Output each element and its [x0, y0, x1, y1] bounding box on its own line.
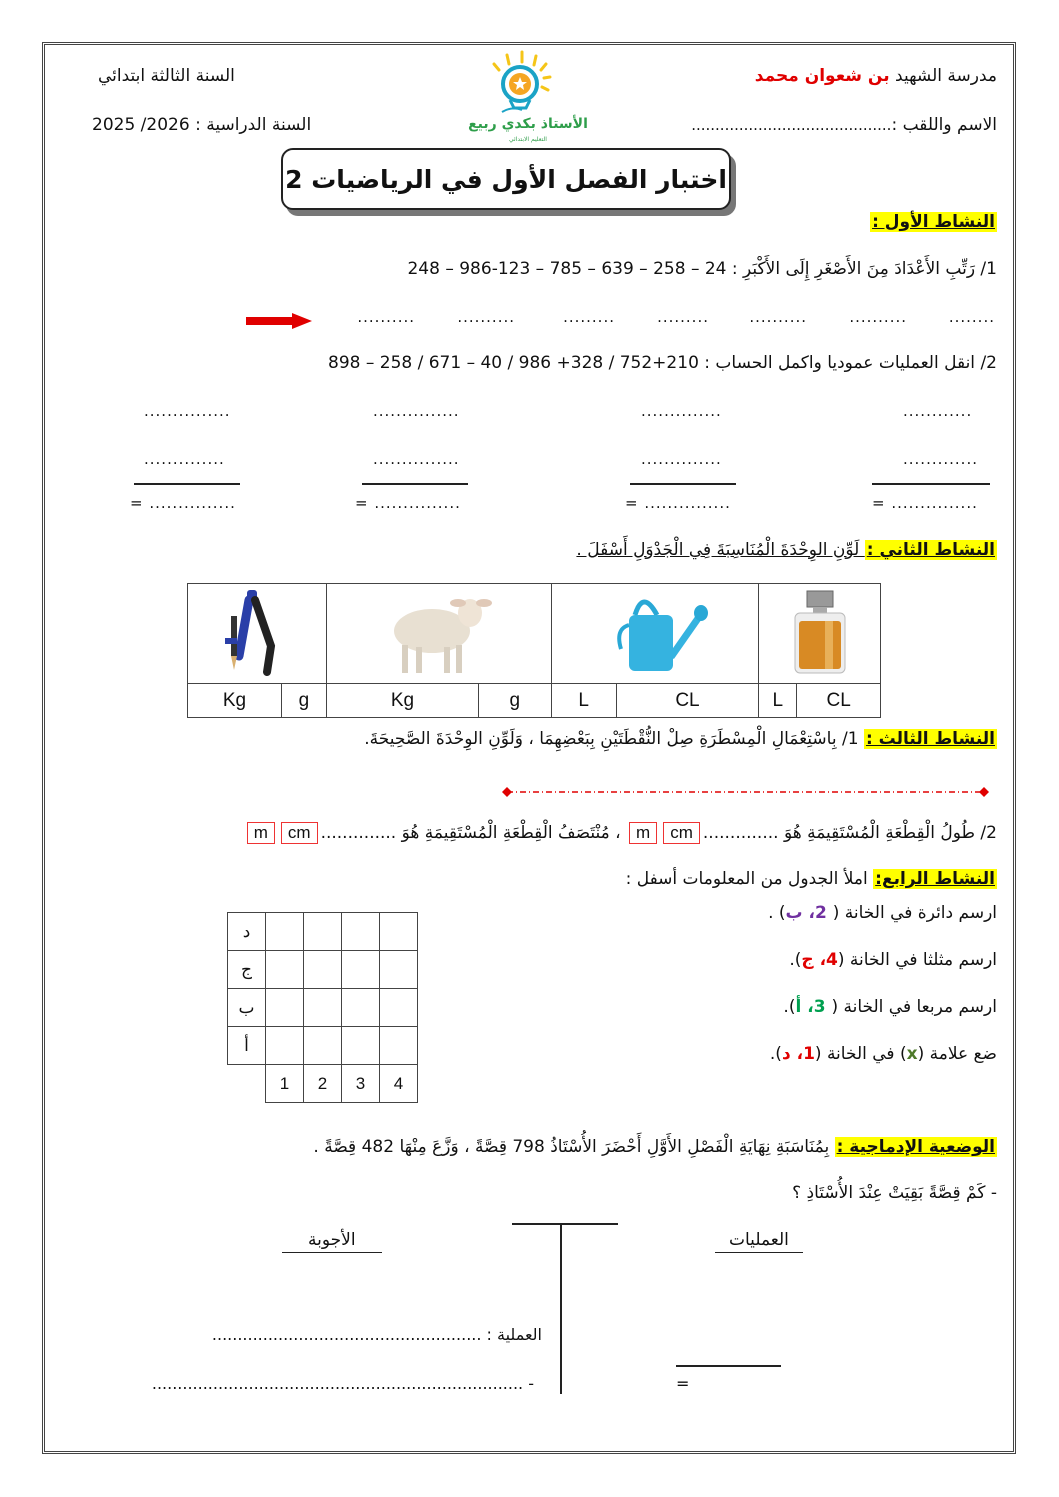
student-name-field[interactable]: الاسم واللقب :..........................................	[691, 115, 997, 135]
equals-sign: =	[676, 1374, 690, 1393]
instruction-circle: ارسم دائرة في الخانة ( 2، ب) .	[768, 903, 997, 923]
sheep-icon	[374, 585, 504, 677]
sheep-cell	[326, 584, 551, 684]
school-name-highlight: بن شعوان محمد	[754, 66, 890, 86]
op1-divider	[134, 483, 240, 485]
grid-cell[interactable]	[304, 913, 342, 951]
instruction-mark: ضع علامة (x) في الخانة (1، د).	[769, 1044, 997, 1064]
grade-label: السنة الثالثة ابتدائي	[98, 66, 235, 86]
operations-header: العمليات	[715, 1230, 803, 1253]
unit-option[interactable]: L	[759, 684, 797, 718]
op1-line2[interactable]: ..............	[144, 450, 225, 468]
unit-m-box[interactable]: m	[629, 822, 657, 844]
activity4-heading: النشاط الرابع: املأ الجدول من المعلومات أسفل :	[625, 869, 995, 889]
compass-cell	[188, 584, 327, 684]
op2-result[interactable]: = ...............	[355, 494, 461, 512]
grid-cell[interactable]	[342, 951, 380, 989]
op4-line2[interactable]: .............	[903, 450, 978, 468]
grid-cell[interactable]	[342, 989, 380, 1027]
grid-cell[interactable]	[266, 989, 304, 1027]
coordinate-grid	[227, 912, 418, 1103]
row-label: ج	[228, 951, 266, 989]
op3-line1[interactable]: ..............	[641, 402, 722, 420]
perfume-bottle-icon	[785, 585, 855, 677]
row-label: ب	[228, 989, 266, 1027]
col-label: 2	[304, 1065, 342, 1103]
grid-cell[interactable]	[380, 989, 418, 1027]
grid-cell[interactable]	[342, 913, 380, 951]
unit-option[interactable]: g	[282, 684, 327, 718]
order-blank-2[interactable]: ..........	[849, 308, 907, 326]
integration-question: - كَمْ قِصَّةً بَقِيَتْ عِنْدَ الأُسْتَاذِ ؟	[792, 1183, 997, 1203]
unit-option[interactable]: Kg	[188, 684, 282, 718]
activity3-heading: النشاط الثالث : 1/ بِاسْتِعْمَالِ الْمِسْطَرَةِ صِلْ النُّقْطَتَيْنِ بِبَعْضِهِمَا ، وَلَوِّنِ الوِحْدَةَ الصَّحِيحَةَ.	[364, 729, 995, 749]
op1-line1[interactable]: ...............	[144, 402, 231, 420]
dotted-segment[interactable]	[502, 787, 989, 797]
grid-cell[interactable]	[304, 951, 342, 989]
activity2-heading: النشاط الثاني : لَوِّنِ الوِحْدَةَ الْمُنَاسِبَةَ فِي الْجَدْوَلِ أَسْفَلَ .	[576, 540, 995, 560]
exam-title: اختبار الفصل الأول في الرياضيات 2	[281, 148, 731, 210]
grid-cell[interactable]	[304, 989, 342, 1027]
grid-cell[interactable]	[380, 1027, 418, 1065]
op4-divider	[872, 483, 990, 485]
op4-line1[interactable]: ............	[903, 402, 973, 420]
integration-problem: الوضعية الإدماجية : بِمُنَاسَبَةِ نِهَايَةِ الْفَصْلِ الأَوَّلِ أَحْضَرَ الأُسْتَاذُ 798 قِصَّةً ، وَزَّعَ مِنْهَا 482 قِصَّةً .	[313, 1137, 995, 1157]
numbers-to-order: 248 – 986-123 – 785 – 639 – 258 – 24	[407, 259, 727, 279]
teacher-logo	[462, 50, 594, 145]
watering-can-cell	[551, 584, 759, 684]
grid-cell[interactable]	[380, 951, 418, 989]
col-label: 1	[266, 1065, 304, 1103]
compass-icon	[217, 586, 297, 676]
perfume-cell	[759, 584, 881, 684]
unit-m-box[interactable]: m	[247, 822, 275, 844]
col-label: 3	[342, 1065, 380, 1103]
divider-top	[512, 1223, 618, 1225]
school-year: السنة الدراسية : 2025 /2026	[92, 115, 312, 135]
order-blank-5[interactable]: .........	[563, 308, 615, 326]
activity1-question2: 2/ انقل العمليات عموديا واكمل الحساب : 898 – 258 / 671 – 40 / 986 +328 / 752+210	[328, 353, 997, 373]
op4-result[interactable]: = ...............	[872, 494, 978, 512]
order-blank-1[interactable]: ........	[948, 308, 995, 326]
final-answer-line[interactable]: - .........................................................................	[151, 1374, 534, 1393]
activity1-question1: 1/ رَتِّبِ الأَعْدَادَ مِنَ الأَصْغَرِ إِلَى الأَكْبَرِ : 248 – 986-123 – 785 – 639 – 258 – 24	[407, 259, 997, 279]
activity3-question2: 2/ طُولُ الْقِطْعَةِ الْمُسْتَقِيمَةِ هُوَ ..............cmm ، مُنْتَصَفُ الْقِطْعَةِ الْمُسْتَقِيمَةِ هُوَ ..............cmm	[244, 822, 997, 844]
op2-divider	[362, 483, 468, 485]
watering-can-icon	[595, 585, 715, 677]
instruction-square: ارسم مربعا في الخانة ( 3، أ).	[783, 997, 997, 1017]
order-blank-6[interactable]: ..........	[457, 308, 515, 326]
operations-list: 898 – 258 / 671 – 40 / 986 +328 / 752+210	[328, 353, 699, 373]
order-blank-4[interactable]: .........	[657, 308, 709, 326]
unit-option[interactable]: CL	[797, 684, 881, 718]
svg-text:التعليم الابتدائي: التعليم الابتدائي	[509, 136, 547, 143]
grid-cell[interactable]	[266, 951, 304, 989]
unit-cm-box[interactable]: cm	[663, 822, 700, 844]
row-label: أ	[228, 1027, 266, 1065]
svg-text:الأستاذ بكدي ربيع: الأستاذ بكدي ربيع	[468, 116, 588, 132]
activity1-heading: النشاط الأول :	[872, 212, 995, 232]
instruction-triangle: ارسم مثلثا في الخانة (4، ج).	[789, 950, 997, 970]
unit-option[interactable]: CL	[616, 684, 758, 718]
row-label: د	[228, 913, 266, 951]
grid-cell[interactable]	[266, 913, 304, 951]
unit-option[interactable]: g	[478, 684, 551, 718]
unit-option[interactable]: L	[551, 684, 616, 718]
op3-line2[interactable]: ..............	[641, 450, 722, 468]
school-name: مدرسة الشهيد بن شعوان محمد	[754, 66, 997, 86]
arrow-right-icon	[246, 313, 312, 329]
grid-cell[interactable]	[380, 913, 418, 951]
unit-cm-box[interactable]: cm	[281, 822, 318, 844]
op2-line2[interactable]: ...............	[373, 450, 460, 468]
order-blank-7[interactable]: ..........	[357, 308, 415, 326]
order-blank-3[interactable]: ..........	[749, 308, 807, 326]
unit-option[interactable]: Kg	[326, 684, 478, 718]
operation-divider	[676, 1365, 781, 1367]
op3-result[interactable]: = ...............	[625, 494, 731, 512]
grid-cell[interactable]	[266, 1027, 304, 1065]
col-label: 4	[380, 1065, 418, 1103]
op1-result[interactable]: = ...............	[130, 494, 236, 512]
operation-answer-line[interactable]: العملية : .....................................................	[211, 1325, 542, 1344]
units-table	[187, 583, 881, 718]
answers-header: الأجوبة	[282, 1230, 382, 1253]
lightbulb-icon	[462, 50, 594, 145]
grid-cell[interactable]	[304, 1027, 342, 1065]
grid-cell[interactable]	[342, 1027, 380, 1065]
divider-vertical	[560, 1224, 562, 1394]
op2-line1[interactable]: ...............	[373, 402, 460, 420]
op3-divider	[630, 483, 736, 485]
